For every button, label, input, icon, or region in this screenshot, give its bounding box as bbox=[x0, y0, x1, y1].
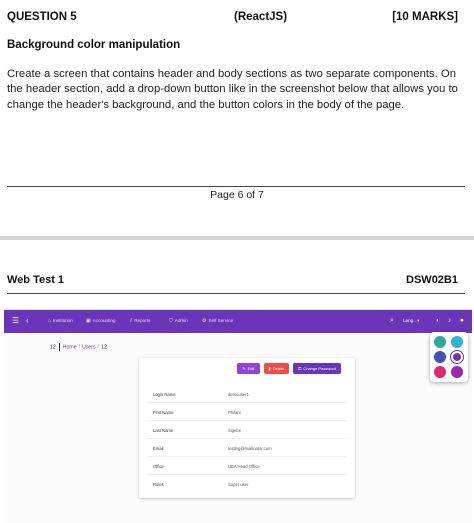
header-rule bbox=[7, 293, 465, 294]
user-icon[interactable]: ● bbox=[460, 317, 464, 324]
change-password-button[interactable]: ⚿ Change Password bbox=[293, 363, 341, 374]
question-number: QUESTION 5 bbox=[7, 11, 77, 23]
detail-value: UBA Head Office bbox=[228, 464, 260, 469]
chevron-down-icon: ▾ bbox=[417, 318, 420, 323]
admin-icon: ⛉ bbox=[169, 318, 173, 324]
violet-swatch[interactable] bbox=[451, 366, 463, 378]
nav-item-accounting[interactable]: ▣ Accounting bbox=[86, 318, 116, 324]
breadcrumb bbox=[50, 343, 107, 351]
section-title: Background color manipulation bbox=[7, 39, 181, 51]
detail-label: Login Name bbox=[153, 392, 176, 397]
palette-icon[interactable]: ◐ bbox=[436, 317, 440, 324]
footer-rule bbox=[7, 186, 465, 187]
cyan-swatch[interactable] bbox=[451, 336, 463, 348]
detail-label: Office bbox=[153, 464, 164, 469]
user-details-card bbox=[139, 358, 355, 498]
question-body: Create a screen that contains header and body sections as two separate components. On the header section, add a drop-down button like in the screenshot below that allows you to change the header's background, and the button colors in the body of the page. bbox=[7, 68, 458, 111]
row-divider bbox=[147, 456, 347, 457]
detail-label: Email bbox=[153, 446, 164, 451]
test-code: DSW02B1 bbox=[406, 274, 458, 286]
test-title: Web Test 1 bbox=[7, 274, 65, 286]
app-screenshot bbox=[4, 309, 472, 523]
page-separator bbox=[0, 236, 474, 240]
search-icon[interactable]: ⌕ bbox=[390, 317, 394, 324]
chevron-left-icon[interactable]: ‹ bbox=[26, 316, 29, 325]
color-picker-dropdown bbox=[430, 332, 468, 382]
menu-icon[interactable]: ☰ bbox=[12, 316, 20, 325]
nav-item-admin[interactable]: ⛉ Admin bbox=[169, 318, 188, 324]
page-id: 12 bbox=[50, 344, 56, 351]
app-header bbox=[4, 310, 472, 333]
action-buttons bbox=[233, 363, 341, 375]
delete-button[interactable]: ▮ Delete bbox=[264, 363, 290, 374]
breadcrumb-separator: / bbox=[78, 344, 81, 351]
detail-value: Philani bbox=[228, 410, 241, 415]
language-dropdown[interactable]: Lang.. ▾ bbox=[403, 318, 420, 323]
detail-value: testing@mailinator.com bbox=[228, 446, 272, 451]
breadcrumb-current: 12 bbox=[101, 344, 107, 351]
row-divider bbox=[147, 438, 347, 439]
breadcrumb-home[interactable]: Home bbox=[62, 344, 77, 351]
page-number: Page 6 of 7 bbox=[210, 189, 264, 201]
detail-value: demouser1 bbox=[228, 392, 249, 397]
pencil-icon: ✎ bbox=[242, 366, 246, 371]
edit-button[interactable]: ✎ Edit bbox=[237, 363, 259, 374]
trash-icon: ▮ bbox=[268, 366, 271, 371]
row-divider bbox=[147, 420, 347, 421]
purple-swatch[interactable] bbox=[451, 351, 463, 363]
indigo-swatch[interactable] bbox=[434, 351, 446, 363]
detail-value: Sigebe bbox=[228, 428, 242, 433]
bell-icon[interactable]: ♪ bbox=[448, 317, 452, 324]
accounting-icon: ▣ bbox=[86, 318, 91, 324]
breadcrumb-divider bbox=[59, 343, 60, 351]
breadcrumb-users[interactable]: Users bbox=[82, 344, 96, 351]
question-marks: [10 MARKS] bbox=[392, 11, 458, 23]
detail-label: Last Name bbox=[153, 428, 174, 433]
row-divider bbox=[147, 474, 347, 475]
pink-swatch[interactable] bbox=[434, 366, 446, 378]
row-divider bbox=[147, 402, 347, 403]
reports-icon: ⫽ bbox=[130, 318, 133, 324]
question-topic: (ReactJS) bbox=[234, 11, 288, 23]
teal-swatch[interactable] bbox=[434, 336, 446, 348]
nav-item-self-service[interactable]: ⚙ Self Service bbox=[202, 318, 233, 324]
nav-item-institution[interactable]: ⌂ Institution bbox=[48, 318, 73, 324]
question-header bbox=[7, 11, 458, 25]
breadcrumb-separator: / bbox=[97, 344, 100, 351]
key-icon: ⚿ bbox=[298, 366, 302, 371]
nav-item-reports[interactable]: ⫽ Reports bbox=[130, 318, 151, 324]
school-icon: ⌂ bbox=[48, 318, 52, 324]
detail-label: First Name bbox=[153, 410, 174, 415]
self-service-icon: ⚙ bbox=[202, 318, 207, 324]
detail-value: Super user bbox=[228, 482, 249, 487]
detail-label: Roles bbox=[153, 482, 164, 487]
